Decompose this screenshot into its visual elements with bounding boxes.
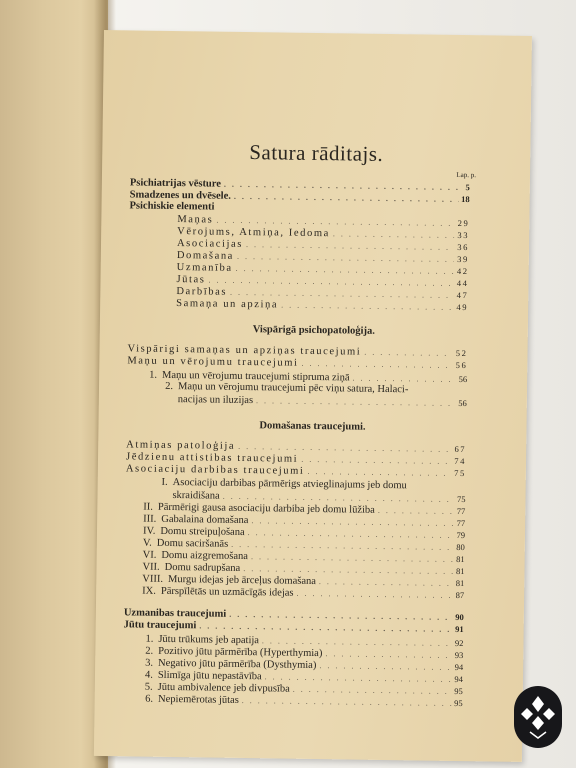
toc-subentry: VI. Domu aizgremošana . . . 81 xyxy=(143,549,465,566)
diamond-logo-icon xyxy=(514,686,562,748)
toc-subentry: 2. Pozitivo jūtu pārmērība (Hyperthymia) . . . 93 xyxy=(145,645,463,662)
toc-subentry: III. Gabalaina domašana . . . 77 xyxy=(143,513,465,530)
toc-subentry-continued: skraidišana . . . 75 xyxy=(172,489,465,506)
toc-entry: Vērojums, Atmiņa, Iedoma . . . 33 xyxy=(177,225,469,242)
toc-entry: Psichiatrijas vēsture . . . 5 xyxy=(130,176,470,194)
toc-subentry: VIII. Murgu idejas jeb ārceļus domašana . . . 81 xyxy=(142,573,464,590)
page-column-label: Lap. p. xyxy=(456,170,477,180)
toc-subentry: II. Pārmērigi gausa asociaciju darbiba jeb domu lūžiba . . . 77 xyxy=(143,501,465,518)
toc-entry: Atmiņas patoloģija . . . 67 xyxy=(126,438,466,456)
toc-entry: Maņu un vērojumu traucejumi . . . 56 xyxy=(127,354,467,372)
toc-entry: Smadzenes un dvēsele. . . . 18 xyxy=(130,188,470,206)
toc-entry: Asociacijas . . . 36 xyxy=(177,237,469,254)
toc-subentry: 6. Nepiemērotas jūtas . . . 95 xyxy=(145,693,463,710)
book-page xyxy=(94,30,532,762)
page-title: Satura rāditajs. xyxy=(249,140,384,166)
toc-subentry: IV. Domu streipuļošana . . . 79 xyxy=(143,525,465,542)
toc-subentry: I. Asociaciju darbibas pārmērigs atvieglinajums jeb domu xyxy=(161,476,407,492)
toc-entry: Jūtas . . . 44 xyxy=(176,273,468,290)
watermark-logo-badge xyxy=(514,686,562,748)
toc-entry: Uzmanibas traucejumi . . . 90 xyxy=(124,606,464,624)
toc-entry: Jūtu traucejumi . . . 91 xyxy=(124,618,464,636)
toc-entry: Darbības . . . 47 xyxy=(176,285,468,302)
section-heading: Domašanas traucejumi. xyxy=(259,420,366,433)
toc-entry: Psichiskie elementi xyxy=(129,200,215,213)
toc-subentry: 1. Jūtu trūkums jeb apatija . . . 92 xyxy=(145,633,463,650)
section-heading: Vispārigā psichopatoloģija. xyxy=(252,324,375,337)
left-book-page xyxy=(0,0,108,768)
toc-entry: Jēdzienu attistibas traucejumi . . . 74 xyxy=(126,450,466,468)
toc-subentry: VII. Domu sadrupšana . . . 81 xyxy=(142,561,464,578)
toc-entry: Uzmanība . . . 42 xyxy=(177,261,469,278)
toc-subentry: 1. Maņu un vērojumu traucejumi stipruma ziņā . . . 56 xyxy=(149,369,467,386)
toc-entry: Domašana . . . 39 xyxy=(177,249,469,266)
toc-subentry: 5. Jūtu ambivalence jeb divpusība . . . 95 xyxy=(145,681,463,698)
toc-entry: Asociaciju darbibas traucejumi . . . 75 xyxy=(126,462,466,480)
toc-subentry-continued: nacijas un iluzijas . . . 56 xyxy=(178,393,467,410)
toc-subentry: 3. Negativo jūtu pārmērība (Dysthymia) . . . 94 xyxy=(145,657,463,674)
toc-entry: Maņas . . . 29 xyxy=(177,213,469,230)
toc-subentry: 4. Slimīga jūtu nepastāvība . . . 94 xyxy=(145,669,463,686)
toc-subentry: V. Domu saciršanās . . . 80 xyxy=(143,537,465,554)
toc-subentry: 2. Maņu un vērojumu traucejumi pēc viņu satura, Halaci- xyxy=(165,380,409,396)
toc-entry: Vispārigi samaņas un apziņas traucejumi . . . 52 xyxy=(127,342,467,360)
toc-subentry: IX. Pārspīlētās un uzmācīgās idejas . . . 87 xyxy=(142,585,464,602)
toc-entry: Samaņa un apziņa . . . 49 xyxy=(176,297,468,314)
